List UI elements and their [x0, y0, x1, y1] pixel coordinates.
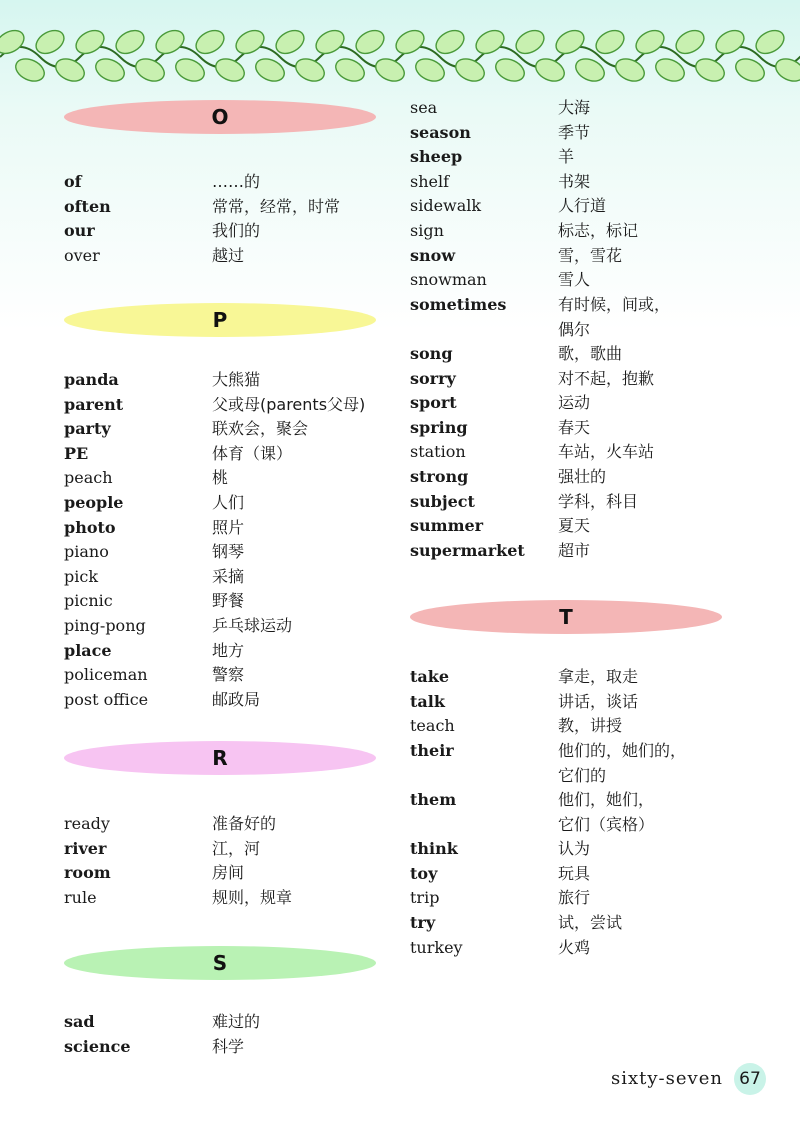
glossary-entry — [410, 886, 760, 910]
glossary-entry — [64, 244, 414, 268]
english-word: of — [64, 172, 82, 191]
english-word: PE — [64, 443, 89, 463]
glossary-entry — [410, 391, 760, 415]
glossary-entry — [64, 466, 414, 490]
english-word: song — [410, 344, 453, 363]
english-word: turkey — [410, 937, 463, 957]
english-word: ready — [64, 814, 110, 833]
leaf-icon — [232, 26, 268, 58]
chinese-meaning: 他们，她们， — [558, 790, 655, 809]
glossary-entry — [410, 367, 760, 391]
chinese-meaning: 警察 — [212, 665, 245, 685]
english-word: try — [410, 913, 436, 932]
chinese-meaning: 父或母(parents父母) — [212, 394, 366, 414]
english-word: place — [64, 640, 112, 660]
glossary-entry — [410, 416, 760, 440]
glossary-entry — [64, 1010, 414, 1034]
glossary-entry — [410, 268, 760, 292]
chinese-meaning: 人们 — [212, 493, 245, 512]
glossary-entry — [410, 490, 760, 514]
chinese-meaning: 地方 — [212, 640, 245, 660]
leaf-icon — [452, 55, 488, 86]
english-word: peach — [64, 468, 113, 488]
english-word: take — [410, 667, 450, 686]
glossary-entry — [64, 663, 414, 687]
english-word: river — [64, 838, 107, 858]
english-word: room — [64, 863, 111, 883]
english-word: panda — [64, 370, 119, 389]
glossary-entry — [64, 861, 414, 885]
chinese-meaning: 旅行 — [558, 888, 591, 908]
chinese-meaning: 我们的 — [212, 221, 261, 241]
leaf-icon — [552, 26, 588, 58]
english-word: talk — [410, 691, 445, 711]
english-word: ping-pong — [64, 616, 146, 635]
glossary-entry — [64, 368, 414, 392]
english-word: policeman — [64, 665, 148, 685]
glossary-entry — [64, 614, 414, 638]
chinese-meaning-continued: 偶尔 — [558, 319, 591, 339]
chinese-meaning: 季节 — [558, 122, 591, 142]
english-word: sport — [410, 393, 457, 413]
english-word: parent — [64, 394, 124, 414]
leaf-icon — [692, 55, 728, 86]
glossary-entry — [410, 936, 760, 960]
english-word: supermarket — [410, 540, 525, 560]
english-word: season — [410, 122, 471, 142]
glossary-entry — [64, 1035, 414, 1059]
chinese-meaning: 雪，雪花 — [558, 245, 623, 265]
leaf-icon — [132, 55, 168, 86]
glossary-entry — [410, 194, 760, 218]
english-word: teach — [410, 716, 455, 736]
leaf-icon — [72, 26, 108, 58]
english-word: sign — [410, 221, 444, 240]
glossary-entry — [64, 565, 414, 589]
leaf-icon — [52, 55, 88, 86]
chinese-meaning: 常常，经常，时常 — [212, 196, 341, 216]
chinese-meaning: 教，讲授 — [558, 716, 623, 736]
glossary-entry — [410, 244, 760, 268]
section-header-o: O — [64, 100, 376, 134]
chinese-meaning: 书架 — [558, 171, 591, 191]
glossary-entry — [410, 440, 760, 464]
chinese-meaning: 雪人 — [558, 270, 591, 290]
chinese-meaning: 对不起，抱歉 — [558, 368, 655, 388]
chinese-meaning: 房间 — [212, 863, 245, 883]
glossary-entry — [410, 465, 760, 489]
english-word: science — [64, 1036, 131, 1056]
english-word: their — [410, 740, 454, 760]
leaf-icon — [312, 26, 348, 58]
english-word: post office — [64, 689, 149, 709]
glossary-entry — [64, 812, 414, 836]
chinese-meaning: 照片 — [212, 517, 245, 537]
chinese-meaning: 车站，火车站 — [558, 442, 655, 462]
english-word: trip — [410, 888, 440, 908]
english-word: sad — [64, 1012, 95, 1031]
glossary-entry — [410, 293, 760, 339]
english-word: sometimes — [410, 294, 507, 314]
chinese-meaning: 火鸡 — [558, 937, 591, 957]
chinese-meaning: 学科，科目 — [558, 491, 639, 511]
english-word: sorry — [410, 368, 456, 388]
english-word: often — [64, 196, 111, 216]
glossary-entry — [410, 121, 760, 145]
leaf-icon — [632, 26, 668, 58]
leaf-icon — [712, 26, 748, 58]
chinese-meaning: 有时候，间或， — [558, 294, 671, 314]
glossary-entry — [64, 417, 414, 441]
chinese-meaning: 体育（课） — [212, 443, 293, 463]
chinese-meaning-continued: 它们的 — [558, 765, 607, 785]
chinese-meaning: ……的 — [212, 172, 261, 191]
english-word: subject — [410, 491, 475, 511]
english-word: station — [410, 442, 466, 462]
chinese-meaning: 夏天 — [558, 516, 591, 536]
glossary-entry — [410, 862, 760, 886]
glossary-entry — [64, 639, 414, 663]
english-word: people — [64, 493, 124, 512]
glossary-entry — [64, 170, 414, 194]
chinese-meaning: 春天 — [558, 417, 591, 437]
chinese-meaning: 强壮的 — [558, 467, 607, 486]
glossary-entry — [410, 170, 760, 194]
english-word: spring — [410, 417, 468, 437]
leaf-icon — [292, 55, 328, 86]
english-word: summer — [410, 516, 484, 536]
glossary-entry — [410, 739, 760, 785]
chinese-meaning: 玩具 — [558, 863, 591, 883]
section-header-p: P — [64, 303, 376, 337]
english-word: think — [410, 839, 458, 859]
chinese-meaning: 越过 — [212, 245, 245, 265]
leaf-icon — [532, 55, 568, 86]
chinese-meaning: 大海 — [558, 98, 591, 117]
english-word: picnic — [64, 591, 113, 611]
english-word: sea — [410, 98, 438, 117]
chinese-meaning: 运动 — [558, 393, 591, 413]
chinese-meaning-continued: 它们（宾格） — [558, 815, 655, 834]
chinese-meaning: 羊 — [558, 147, 575, 167]
english-word: strong — [410, 467, 469, 486]
chinese-meaning: 难过的 — [212, 1012, 261, 1031]
leaf-icon — [152, 26, 188, 58]
english-word: rule — [64, 887, 97, 907]
glossary-entry — [64, 516, 414, 540]
glossary-entry — [64, 195, 414, 219]
chinese-meaning: 拿走，取走 — [558, 667, 639, 686]
chinese-meaning: 认为 — [558, 839, 591, 859]
chinese-meaning: 采摘 — [212, 566, 245, 586]
english-word: piano — [64, 542, 109, 562]
chinese-meaning: 准备好的 — [212, 814, 277, 833]
glossary-entry — [410, 837, 760, 861]
english-word: sidewalk — [410, 196, 482, 216]
chinese-meaning: 桃 — [212, 468, 229, 488]
glossary-entry — [64, 886, 414, 910]
glossary-entry — [64, 540, 414, 564]
leaf-icon — [392, 26, 428, 58]
page-number-badge: 67 — [734, 1063, 766, 1095]
leaf-icon — [372, 55, 408, 86]
glossary-entry — [64, 442, 414, 466]
glossary-entry — [410, 714, 760, 738]
glossary-entry — [410, 788, 760, 834]
english-word: them — [410, 790, 457, 809]
leaf-icon — [772, 55, 800, 86]
chinese-meaning: 乒乓球运动 — [212, 616, 293, 635]
glossary-entry — [410, 342, 760, 366]
chinese-meaning: 钢琴 — [212, 542, 245, 562]
leaf-icon — [0, 26, 28, 58]
english-word: snowman — [410, 270, 487, 290]
page-number-words: sixty-seven — [611, 1068, 723, 1089]
glossary-entry — [64, 393, 414, 417]
english-word: snow — [410, 245, 456, 265]
chinese-meaning: 歌，歌曲 — [558, 344, 623, 363]
chinese-meaning: 超市 — [558, 540, 591, 560]
section-header-r: R — [64, 741, 376, 775]
chinese-meaning: 大熊猫 — [212, 370, 261, 389]
glossary-entry — [410, 514, 760, 538]
english-word: party — [64, 419, 111, 439]
english-word: sheep — [410, 147, 463, 167]
chinese-meaning: 人行道 — [558, 196, 607, 216]
chinese-meaning: 标志，标记 — [558, 221, 639, 240]
english-word: over — [64, 245, 100, 265]
glossary-entry — [64, 589, 414, 613]
english-word: toy — [410, 863, 438, 883]
english-word: pick — [64, 566, 99, 586]
chinese-meaning: 讲话，谈话 — [558, 691, 639, 711]
glossary-entry — [410, 219, 760, 243]
glossary-entry — [410, 690, 760, 714]
leaf-icon — [472, 26, 508, 58]
glossary-entry — [410, 96, 760, 120]
english-word: shelf — [410, 171, 450, 191]
leaf-icon — [212, 55, 248, 86]
glossary-entry — [64, 688, 414, 712]
chinese-meaning: 规则，规章 — [212, 887, 293, 907]
chinese-meaning: 邮政局 — [212, 689, 261, 709]
chinese-meaning: 江，河 — [212, 838, 261, 858]
glossary-entry — [64, 837, 414, 861]
leaf-vine-border — [0, 22, 800, 92]
glossary-entry — [410, 539, 760, 563]
section-header-s: S — [64, 946, 376, 980]
leaf-icon — [612, 55, 648, 86]
glossary-entry — [410, 145, 760, 169]
glossary-entry — [64, 219, 414, 243]
chinese-meaning: 联欢会，聚会 — [212, 419, 309, 439]
glossary-entry — [410, 911, 760, 935]
english-word: our — [64, 221, 95, 241]
section-header-t: T — [410, 600, 722, 634]
chinese-meaning: 野餐 — [212, 591, 245, 611]
glossary-entry — [410, 665, 760, 689]
glossary-entry — [64, 491, 414, 515]
english-word: photo — [64, 517, 116, 537]
chinese-meaning: 科学 — [212, 1036, 245, 1056]
chinese-meaning: 试，尝试 — [558, 913, 623, 932]
chinese-meaning: 他们的，她们的， — [558, 740, 687, 760]
